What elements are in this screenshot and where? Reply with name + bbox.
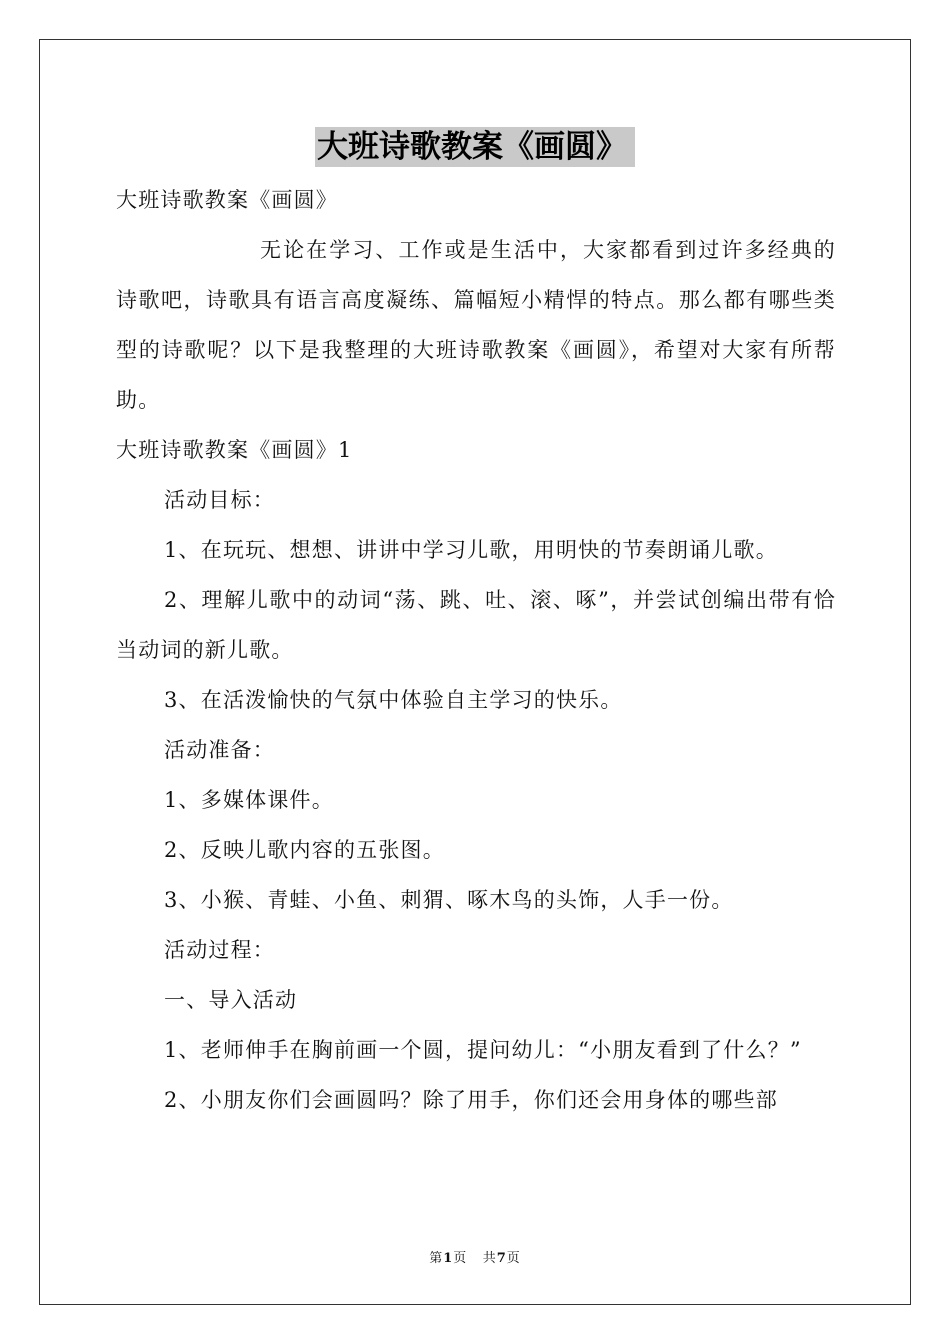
document-body — [116, 175, 836, 1125]
paragraph: 2、理解儿歌中的动词“荡、跳、吐、滚、啄”，并尝试创编出带有恰当动词的新儿歌。 — [116, 588, 836, 662]
page-suffix: 页 — [453, 1251, 468, 1266]
paragraph: 大班诗歌教案《画圆》1 — [116, 438, 353, 462]
paragraph: 无论在学习、工作或是生活中，大家都看到过许多经典的诗歌吧，诗歌具有语言高度凝练、篇幅短小精悍的特点。那么都有哪些类型的诗歌呢？以下是我整理的大班诗歌教案《画圆》，希望对大家有所帮助。 — [116, 238, 836, 412]
section-heading: 活动目标： — [164, 488, 275, 512]
page-footer — [0, 1247, 950, 1266]
document-title: 大班诗歌教案《画圆》 — [315, 127, 635, 167]
paragraph: 3、在活泼愉快的气氛中体验自主学习的快乐。 — [164, 688, 623, 712]
title-container — [0, 127, 950, 167]
section-heading: 活动准备： — [164, 738, 275, 762]
paragraph: 1、老师伸手在胸前画一个圆，提问幼儿：“小朋友看到了什么？” — [164, 1038, 802, 1062]
paragraph: 一、导入活动 — [164, 988, 298, 1012]
paragraph: 2、小朋友你们会画圆吗？除了用手，你们还会用身体的哪些部 — [164, 1088, 778, 1112]
paragraph: 大班诗歌教案《画圆》 — [116, 188, 338, 212]
total-prefix: 共 — [482, 1251, 497, 1266]
page-number: 1 — [443, 1251, 454, 1266]
section-heading: 活动过程： — [164, 938, 275, 962]
paragraph: 3、小猴、青蛙、小鱼、刺猬、啄木鸟的头饰，人手一份。 — [164, 888, 734, 912]
page-prefix: 第 — [429, 1251, 444, 1266]
total-pages: 7 — [496, 1251, 507, 1266]
paragraph: 2、反映儿歌内容的五张图。 — [164, 838, 445, 862]
paragraph: 1、多媒体课件。 — [164, 788, 334, 812]
paragraph: 1、在玩玩、想想、讲讲中学习儿歌，用明快的节奏朗诵儿歌。 — [164, 538, 778, 562]
total-suffix: 页 — [506, 1251, 521, 1266]
